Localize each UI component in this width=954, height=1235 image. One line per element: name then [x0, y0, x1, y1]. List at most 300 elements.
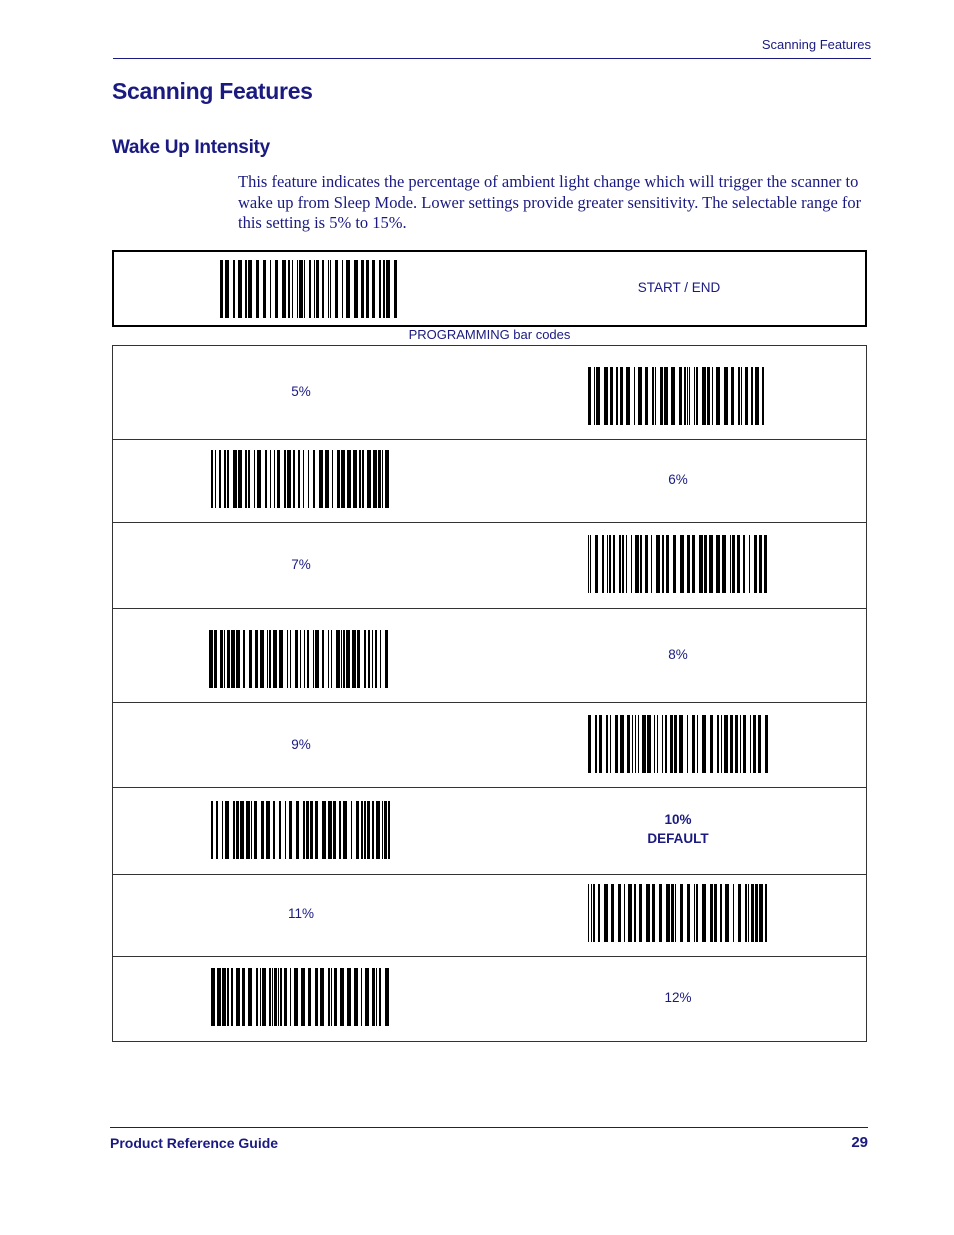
- barcode-bar: [635, 715, 636, 773]
- barcode-bar: [265, 450, 267, 508]
- barcode-bar: [615, 715, 618, 773]
- barcode-bar: [634, 884, 636, 942]
- barcode-bar: [246, 801, 250, 859]
- barcode-bar: [275, 260, 278, 318]
- barcode-bar: [385, 450, 389, 508]
- barcode-bar: [671, 367, 675, 425]
- barcode-bar: [670, 715, 673, 773]
- barcode-bar: [285, 801, 286, 859]
- barcode-bar: [628, 884, 632, 942]
- barcode-bar: [248, 450, 250, 508]
- header-rule: [113, 58, 871, 59]
- barcode-bar: [274, 450, 275, 508]
- barcode-bar: [287, 450, 291, 508]
- barcode-bar: [294, 968, 298, 1026]
- barcode-bar: [320, 968, 324, 1026]
- barcode-bar: [758, 715, 761, 773]
- barcode-bar: [220, 630, 223, 688]
- barcode-graphic: [211, 968, 391, 1026]
- barcode-bar: [666, 884, 670, 942]
- barcode-bar: [751, 367, 753, 425]
- barcode-bar: [386, 260, 390, 318]
- barcode-bar: [274, 968, 277, 1026]
- barcode-bar: [256, 968, 258, 1026]
- barcode-bar: [722, 535, 726, 593]
- barcode-bar: [730, 715, 733, 773]
- barcode-bar: [227, 630, 230, 688]
- barcode-bar: [224, 450, 226, 508]
- barcode-bar: [243, 630, 245, 688]
- barcode-bar: [330, 260, 331, 318]
- barcode-bar: [626, 367, 630, 425]
- barcode-bar: [211, 801, 213, 859]
- barcode-bar: [347, 450, 351, 508]
- start-end-label: START / END: [637, 280, 721, 295]
- barcode-bar: [595, 535, 598, 593]
- barcode-bar: [299, 260, 303, 318]
- barcode-bar: [604, 367, 608, 425]
- barcode-bar: [651, 535, 652, 593]
- barcode-bar: [662, 715, 663, 773]
- barcode-graphic: [220, 260, 400, 318]
- barcode-bar: [359, 450, 361, 508]
- barcode-bar: [351, 801, 352, 859]
- barcode-bar: [282, 260, 286, 318]
- barcode-bar: [714, 884, 717, 942]
- barcode-bar: [745, 884, 747, 942]
- barcode-bar: [639, 884, 642, 942]
- barcode-bar: [236, 968, 240, 1026]
- barcode-bar: [599, 715, 602, 773]
- barcode-bar: [591, 884, 592, 942]
- barcode-bar: [616, 367, 618, 425]
- barcode-bar: [368, 630, 370, 688]
- barcode-bar: [328, 968, 330, 1026]
- barcode-bar: [687, 367, 688, 425]
- barcode-bar: [310, 801, 313, 859]
- option-row-8: [113, 609, 866, 703]
- barcode-bar: [269, 630, 271, 688]
- barcode-bar: [764, 535, 767, 593]
- barcode-bar: [254, 450, 255, 508]
- barcode-bar: [380, 630, 381, 688]
- barcode-bar: [256, 260, 259, 318]
- barcode-bar: [353, 450, 357, 508]
- barcode-bar: [720, 884, 722, 942]
- barcode-bar: [751, 884, 754, 942]
- option-row-6: [113, 440, 866, 523]
- barcode-bar: [602, 535, 604, 593]
- barcode-bar: [662, 535, 664, 593]
- barcode-bar: [365, 968, 369, 1026]
- barcode-bar: [664, 367, 668, 425]
- barcode-bar: [231, 630, 235, 688]
- barcode-bar: [378, 450, 381, 508]
- option-label: 10%: [664, 812, 692, 827]
- barcode-bar: [372, 801, 374, 859]
- barcode-bar: [618, 884, 621, 942]
- barcode-bar: [347, 968, 351, 1026]
- barcode-bar: [638, 715, 639, 773]
- barcode-bar: [301, 968, 305, 1026]
- barcode-bar: [372, 630, 373, 688]
- barcode-bar: [394, 260, 397, 318]
- barcode-bar: [755, 367, 759, 425]
- barcode-bar: [296, 801, 299, 859]
- barcode-bar: [279, 630, 283, 688]
- option-barcode[interactable]: [209, 630, 389, 688]
- barcode-bar: [304, 260, 305, 318]
- barcode-bar: [741, 367, 742, 425]
- barcode-bar: [238, 260, 242, 318]
- barcode-bar: [303, 801, 305, 859]
- barcode-bar: [295, 630, 298, 688]
- barcode-bar: [322, 801, 326, 859]
- barcode-bar: [277, 450, 280, 508]
- option-barcode[interactable]: [588, 715, 768, 773]
- barcode-bar: [331, 968, 332, 1026]
- barcode-bar: [762, 367, 764, 425]
- barcode-bar: [679, 715, 683, 773]
- barcode-bar: [590, 535, 591, 593]
- option-row-11: [113, 875, 866, 957]
- barcode-bar: [217, 968, 221, 1026]
- barcode-bar: [749, 535, 750, 593]
- barcode-bar: [362, 450, 364, 508]
- barcode-bar: [745, 367, 748, 425]
- barcode-bar: [331, 630, 332, 688]
- barcode-bar: [724, 715, 728, 773]
- barcode-bar: [656, 535, 660, 593]
- barcode-bar: [367, 450, 371, 508]
- barcode-bar: [740, 715, 741, 773]
- barcode-bar: [743, 715, 746, 773]
- barcode-bar: [385, 630, 388, 688]
- barcode-bar: [735, 715, 738, 773]
- barcode-bar: [611, 884, 614, 942]
- barcode-bar: [707, 367, 710, 425]
- barcode-bar: [251, 801, 252, 859]
- barcode-bar: [702, 884, 706, 942]
- barcode-bar: [209, 630, 213, 688]
- barcode-bar: [652, 367, 654, 425]
- barcode-bar: [376, 968, 377, 1026]
- barcode-bar: [382, 801, 383, 859]
- barcode-bar: [588, 715, 591, 773]
- barcode-bar: [593, 884, 595, 942]
- barcode-bar: [361, 801, 363, 859]
- barcode-bar: [287, 630, 288, 688]
- barcode-bar: [687, 535, 690, 593]
- barcode-bar: [645, 535, 648, 593]
- barcode-bar: [306, 801, 309, 859]
- barcode-bar: [341, 630, 342, 688]
- barcode-bar: [748, 884, 749, 942]
- barcode-bar: [233, 801, 235, 859]
- barcode-bar: [227, 968, 229, 1026]
- barcode-bar: [750, 715, 751, 773]
- barcode-bar: [733, 884, 734, 942]
- page-title: Scanning Features: [112, 78, 313, 104]
- barcode-bar: [759, 884, 763, 942]
- option-label: 6%: [668, 472, 688, 487]
- barcode-bar: [759, 535, 762, 593]
- option-label: 11%: [287, 906, 315, 921]
- barcode-bar: [710, 884, 713, 942]
- barcode-bar: [225, 801, 229, 859]
- option-label: 8%: [668, 647, 688, 662]
- barcode-bar: [303, 450, 304, 508]
- barcode-bar: [238, 450, 242, 508]
- barcode-bar: [308, 450, 309, 508]
- barcode-bar: [619, 535, 621, 593]
- barcode-bar: [610, 367, 613, 425]
- option-barcode[interactable]: [588, 367, 768, 425]
- barcode-bar: [267, 630, 268, 688]
- barcode-graphic: [209, 630, 389, 688]
- barcode-bar: [725, 884, 729, 942]
- barcode-bar: [322, 260, 324, 318]
- option-barcode[interactable]: [211, 968, 391, 1026]
- barcode-bar: [694, 884, 695, 942]
- barcode-bar: [647, 715, 651, 773]
- barcode-bar: [364, 801, 366, 859]
- barcode-bar: [638, 367, 642, 425]
- option-label: 5%: [291, 384, 311, 399]
- barcode-bar: [248, 260, 252, 318]
- barcode-bar: [263, 260, 266, 318]
- barcode-bar: [346, 630, 350, 688]
- barcode-bar: [379, 968, 381, 1026]
- barcode-bar: [260, 630, 264, 688]
- barcode-graphic: [588, 715, 768, 773]
- barcode-bar: [632, 715, 633, 773]
- barcode-bar: [322, 630, 324, 688]
- barcode-bar: [215, 450, 216, 508]
- barcode-bar: [379, 260, 381, 318]
- barcode-bar: [266, 801, 270, 859]
- barcode-bar: [255, 630, 258, 688]
- barcode-bar: [673, 535, 676, 593]
- barcode-bar: [254, 801, 257, 859]
- barcode-bar: [315, 801, 318, 859]
- barcode-bar: [335, 260, 338, 318]
- barcode-bar: [674, 715, 677, 773]
- barcode-bar: [634, 367, 635, 425]
- barcode-bar: [284, 450, 286, 508]
- barcode-bar: [273, 630, 277, 688]
- barcode-bar: [717, 715, 719, 773]
- barcode-bar: [319, 450, 323, 508]
- barcode-bar: [696, 884, 698, 942]
- barcode-bar: [704, 535, 707, 593]
- barcode-bar: [292, 260, 293, 318]
- barcode-bar: [336, 630, 340, 688]
- barcode-bar: [652, 884, 655, 942]
- option-barcode[interactable]: [211, 801, 391, 859]
- option-row-12: [113, 957, 866, 1041]
- barcode-bar: [679, 367, 682, 425]
- barcode-bar: [354, 968, 358, 1026]
- barcode-bar: [765, 884, 767, 942]
- barcode-bar: [224, 630, 225, 688]
- option-barcode[interactable]: [588, 884, 768, 942]
- barcode-bar: [233, 260, 235, 318]
- barcode-bar: [724, 367, 728, 425]
- barcode-bar: [645, 367, 648, 425]
- barcode-bar: [328, 630, 329, 688]
- barcode-bar: [293, 450, 295, 508]
- barcode-bar: [270, 450, 271, 508]
- page-number: 29: [851, 1134, 868, 1151]
- footer-guide-title: Product Reference Guide: [110, 1135, 279, 1151]
- barcode-bar: [622, 535, 624, 593]
- barcode-bar: [687, 884, 690, 942]
- barcode-bar: [680, 884, 683, 942]
- barcode-bar: [660, 367, 663, 425]
- barcode-bar: [300, 630, 301, 688]
- default-label: DEFAULT: [647, 831, 709, 846]
- barcode-bar: [620, 715, 624, 773]
- barcode-bar: [635, 535, 639, 593]
- barcode-bar: [222, 968, 226, 1026]
- barcode-bar: [279, 801, 281, 859]
- barcode-bar: [588, 884, 589, 942]
- barcode-bar: [675, 884, 676, 942]
- barcode-bar: [712, 367, 713, 425]
- option-barcode[interactable]: [211, 450, 391, 508]
- barcode-bar: [376, 801, 380, 859]
- barcode-bar: [765, 715, 768, 773]
- barcode-bar: [738, 884, 741, 942]
- barcode-bar: [211, 450, 213, 508]
- barcode-bar: [262, 968, 266, 1026]
- barcode-bar: [696, 367, 698, 425]
- barcode-bar: [313, 630, 314, 688]
- barcode-graphic: [211, 801, 391, 859]
- barcode-bar: [332, 450, 333, 508]
- barcode-bar: [610, 715, 611, 773]
- barcode-bar: [598, 884, 600, 942]
- option-row-9: [113, 703, 866, 788]
- barcode-bar: [339, 801, 341, 859]
- footer-rule: [110, 1127, 868, 1128]
- barcode-bar: [231, 968, 233, 1026]
- barcode-bar: [709, 535, 713, 593]
- barcode-bar: [222, 801, 223, 859]
- barcode-bar: [692, 715, 695, 773]
- programming-caption: PROGRAMMING bar codes: [408, 327, 571, 342]
- barcode-bar: [640, 535, 642, 593]
- description: This feature indicates the percentage of ambient light change which will trigger the scanner to wake up from Sleep Mode. Lower settings provide greater sensitivity. The selectable range for this setting is 5% to 15%.: [238, 172, 862, 232]
- option-barcode[interactable]: [588, 535, 768, 593]
- option-label: 7%: [291, 557, 311, 572]
- barcode-bar: [233, 450, 237, 508]
- barcode-bar: [211, 968, 215, 1026]
- barcode-bar: [304, 630, 305, 688]
- barcode-bar: [680, 535, 684, 593]
- barcode-bar: [354, 260, 358, 318]
- barcode-bar: [269, 968, 271, 1026]
- barcode-bar: [337, 450, 340, 508]
- barcode-bar: [257, 450, 261, 508]
- barcode-bar: [280, 968, 282, 1026]
- barcode-bar: [357, 630, 360, 688]
- start-end-barcode[interactable]: [220, 260, 400, 318]
- barcode-bar: [361, 260, 364, 318]
- barcode-bar: [220, 260, 223, 318]
- barcode-bar: [620, 367, 623, 425]
- barcode-bar: [697, 715, 698, 773]
- barcode-bar: [694, 367, 695, 425]
- barcode-bar: [594, 367, 595, 425]
- barcode-bar: [328, 801, 332, 859]
- barcode-bar: [240, 801, 244, 859]
- barcode-bar: [343, 630, 345, 688]
- barcode-bar: [384, 801, 387, 859]
- barcode-bar: [382, 450, 383, 508]
- barcode-bar: [738, 367, 740, 425]
- option-row-10: [113, 788, 866, 875]
- barcode-bar: [367, 801, 370, 859]
- barcode-bar: [236, 630, 240, 688]
- barcode-bar: [278, 968, 279, 1026]
- barcode-bar: [340, 968, 344, 1026]
- barcode-graphic: [211, 450, 391, 508]
- barcode-bar: [737, 535, 740, 593]
- option-row-5: [113, 346, 866, 440]
- barcode-bar: [297, 260, 298, 318]
- barcode-bar: [343, 801, 347, 859]
- barcode-bar: [655, 367, 656, 425]
- barcode-bar: [261, 801, 264, 859]
- barcode-bar: [710, 715, 713, 773]
- barcode-bar: [284, 968, 287, 1026]
- barcode-bar: [361, 968, 362, 1026]
- barcode-bar: [273, 801, 275, 859]
- running-head: Scanning Features: [761, 37, 871, 52]
- barcode-bar: [665, 715, 667, 773]
- barcode-bar: [716, 535, 720, 593]
- barcode-bar: [613, 535, 615, 593]
- barcode-bar: [659, 884, 662, 942]
- barcode-bar: [626, 535, 627, 593]
- barcode-bar: [373, 450, 377, 508]
- barcode-graphic: [588, 884, 768, 942]
- barcode-bar: [372, 260, 375, 318]
- barcode-bar: [272, 968, 273, 1026]
- barcode-bar: [227, 450, 229, 508]
- barcode-bar: [236, 801, 239, 859]
- barcode-bar: [657, 715, 658, 773]
- barcode-bar: [624, 884, 625, 942]
- barcode-bar: [341, 450, 345, 508]
- barcode-bar: [687, 715, 688, 773]
- options-table: [112, 345, 867, 1042]
- barcode-bar: [642, 715, 646, 773]
- barcode-bar: [731, 367, 734, 425]
- barcode-bar: [288, 260, 290, 318]
- barcode-bar: [334, 968, 337, 1026]
- barcode-bar: [702, 715, 706, 773]
- option-row-7: [113, 523, 866, 609]
- barcode-bar: [372, 968, 375, 1026]
- barcode-bar: [755, 884, 758, 942]
- barcode-bar: [313, 450, 315, 508]
- barcode-bar: [249, 630, 252, 688]
- barcode-bar: [732, 535, 735, 593]
- barcode-bar: [588, 367, 591, 425]
